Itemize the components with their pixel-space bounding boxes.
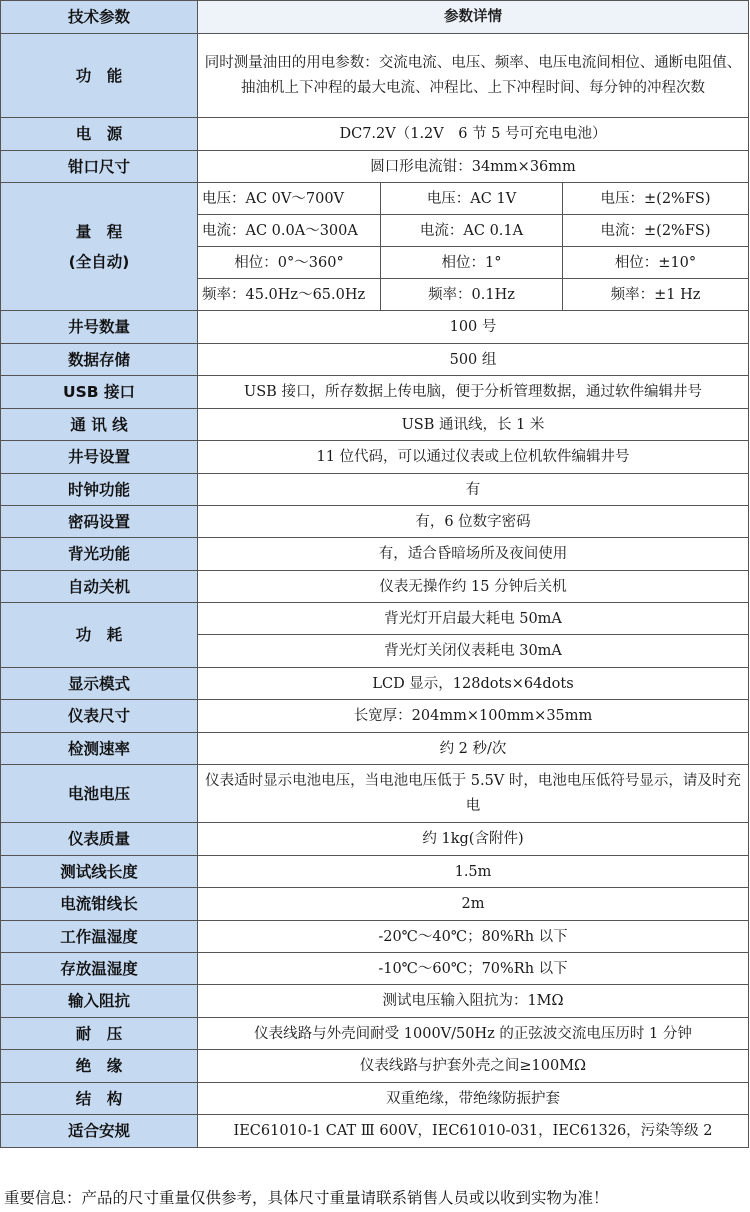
value-usb-port: USB 接口，所存数据上传电脑，便于分析管理数据，通过软件编辑井号 [198,376,749,409]
row-display-mode [1,668,749,700]
row-consumption-1 [1,603,749,635]
value-withstand-voltage: 仪表线路与外壳间耐受 1000V/50Hz 的正弦波交流电压历时 1 分钟 [198,1018,749,1050]
row-input-impedance [1,985,749,1018]
value-function: 同时测量油田的用电参数：交流电流、电压、频率、电压电流间相位、通断电阻值、抽油机上下冲程的最大电流、冲程比、上下冲程时间、每分钟的冲程次数 [198,34,749,118]
value-operating-env: -20℃～40℃；80%Rh 以下 [198,921,749,953]
label-auto-off: 自动关机 [1,571,198,603]
value-data-storage: 500 组 [198,344,749,376]
label-backlight: 背光功能 [1,538,198,571]
label-insulation: 绝 缘 [1,1050,198,1083]
label-input-impedance: 输入阻抗 [1,985,198,1018]
value-power-supply: DC7.2V（1.2V 6 节 5 号可充电电池） [198,118,749,151]
label-display-mode: 显示模式 [1,668,198,700]
row-comm-cable [1,409,749,441]
value-backlight: 有，适合昏暗场所及夜间使用 [198,538,749,571]
label-well-count: 井号数量 [1,311,198,344]
row-well-setting [1,441,749,474]
label-data-storage: 数据存储 [1,344,198,376]
value-battery-voltage: 仪表适时显示电池电压，当电池电压低于 5.5V 时，电池电压低符号显示，请及时充电 [198,765,749,823]
row-auto-off [1,571,749,603]
label-clamp-lead-length: 电流钳线长 [1,888,198,921]
label-range [1,183,198,311]
row-backlight [1,538,749,571]
range-cell: 电压：AC 0V～700V [198,183,381,215]
value-input-impedance: 测试电压输入阻抗为：1MΩ [198,985,749,1018]
row-clamp-size [1,151,749,183]
resolution-cell: 电流：AC 0.1A [381,215,563,247]
label-range-line2: (全自动) [68,252,130,271]
header-row [1,1,749,34]
row-meter-size [1,700,749,733]
label-storage-env: 存放温湿度 [1,953,198,985]
label-meter-size: 仪表尺寸 [1,700,198,733]
row-safety-standards [1,1115,749,1148]
label-test-lead-length: 测试线长度 [1,856,198,888]
row-clamp-lead-length [1,888,749,921]
label-well-setting: 井号设置 [1,441,198,474]
value-safety-standards: IEC61010-1 CAT Ⅲ 600V，IEC61010-031，IEC61326，污染等级 2 [198,1115,749,1148]
label-structure: 结 构 [1,1083,198,1115]
value-auto-off: 仪表无操作约 15 分钟后关机 [198,571,749,603]
label-weight: 仪表质量 [1,823,198,856]
row-password [1,506,749,538]
value-sample-rate: 约 2 秒/次 [198,733,749,765]
value-display-mode: LCD 显示，128dots×64dots [198,668,749,700]
label-function: 功 能 [1,34,198,118]
row-function [1,34,749,118]
label-battery-voltage: 电池电压 [1,765,198,823]
row-test-lead-length [1,856,749,888]
header-detail: 参数详情 [198,1,749,34]
row-weight [1,823,749,856]
value-meter-size: 长宽厚：204mm×100mm×35mm [198,700,749,733]
important-note: 重要信息：产品的尺寸重量仅供参考，具体尺寸重量请联系销售人员或以收到实物为准！ [4,1189,609,1207]
label-safety-standards: 适合安规 [1,1115,198,1148]
range-cell: 电流：AC 0.0A～300A [198,215,381,247]
accuracy-cell: 电压：±(2%FS) [563,183,749,215]
range-cell: 相位：0°～360° [198,247,381,279]
value-password: 有，6 位数字密码 [198,506,749,538]
value-consumption-off: 背光灯关闭仪表耗电 30mA [198,635,749,668]
row-data-storage [1,344,749,376]
resolution-cell: 频率：0.1Hz [381,279,563,311]
label-clamp-size: 钳口尺寸 [1,151,198,183]
label-comm-cable: 通 讯 线 [1,409,198,441]
accuracy-cell: 频率：±1 Hz [563,279,749,311]
value-comm-cable: USB 通讯线，长 1 米 [198,409,749,441]
value-insulation: 仪表线路与护套外壳之间≥100MΩ [198,1050,749,1083]
row-usb-port [1,376,749,409]
row-sample-rate [1,733,749,765]
header-param: 技术参数 [1,1,198,34]
resolution-cell: 相位：1° [381,247,563,279]
label-range-line1: 量 程 [75,222,123,241]
accuracy-cell: 相位：±10° [563,247,749,279]
label-clock: 时钟功能 [1,474,198,506]
value-test-lead-length: 1.5m [198,856,749,888]
range-cell: 频率：45.0Hz～65.0Hz [198,279,381,311]
label-usb-port: USB 接口 [1,376,198,409]
value-structure: 双重绝缘，带绝缘防振护套 [198,1083,749,1115]
value-clamp-lead-length: 2m [198,888,749,921]
label-withstand-voltage: 耐 压 [1,1018,198,1050]
label-consumption: 功 耗 [1,603,198,668]
value-well-setting: 11 位代码，可以通过仪表或上位机软件编辑井号 [198,441,749,474]
resolution-cell: 电压：AC 1V [381,183,563,215]
label-power-supply: 电 源 [1,118,198,151]
label-password: 密码设置 [1,506,198,538]
row-well-count [1,311,749,344]
row-battery-voltage [1,765,749,823]
value-weight: 约 1kg(含附件) [198,823,749,856]
row-range-1 [1,183,749,215]
accuracy-cell: 电流：±(2%FS) [563,215,749,247]
value-clock: 有 [198,474,749,506]
row-insulation [1,1050,749,1083]
value-clamp-size: 圆口形电流钳：34mm×36mm [198,151,749,183]
value-consumption-on: 背光灯开启最大耗电 50mA [198,603,749,635]
value-storage-env: -10℃～60℃；70%Rh 以下 [198,953,749,985]
value-well-count: 100 号 [198,311,749,344]
row-operating-env [1,921,749,953]
row-clock [1,474,749,506]
label-sample-rate: 检测速率 [1,733,198,765]
row-storage-env [1,953,749,985]
row-power-supply [1,118,749,151]
label-operating-env: 工作温湿度 [1,921,198,953]
row-structure [1,1083,749,1115]
row-withstand-voltage [1,1018,749,1050]
